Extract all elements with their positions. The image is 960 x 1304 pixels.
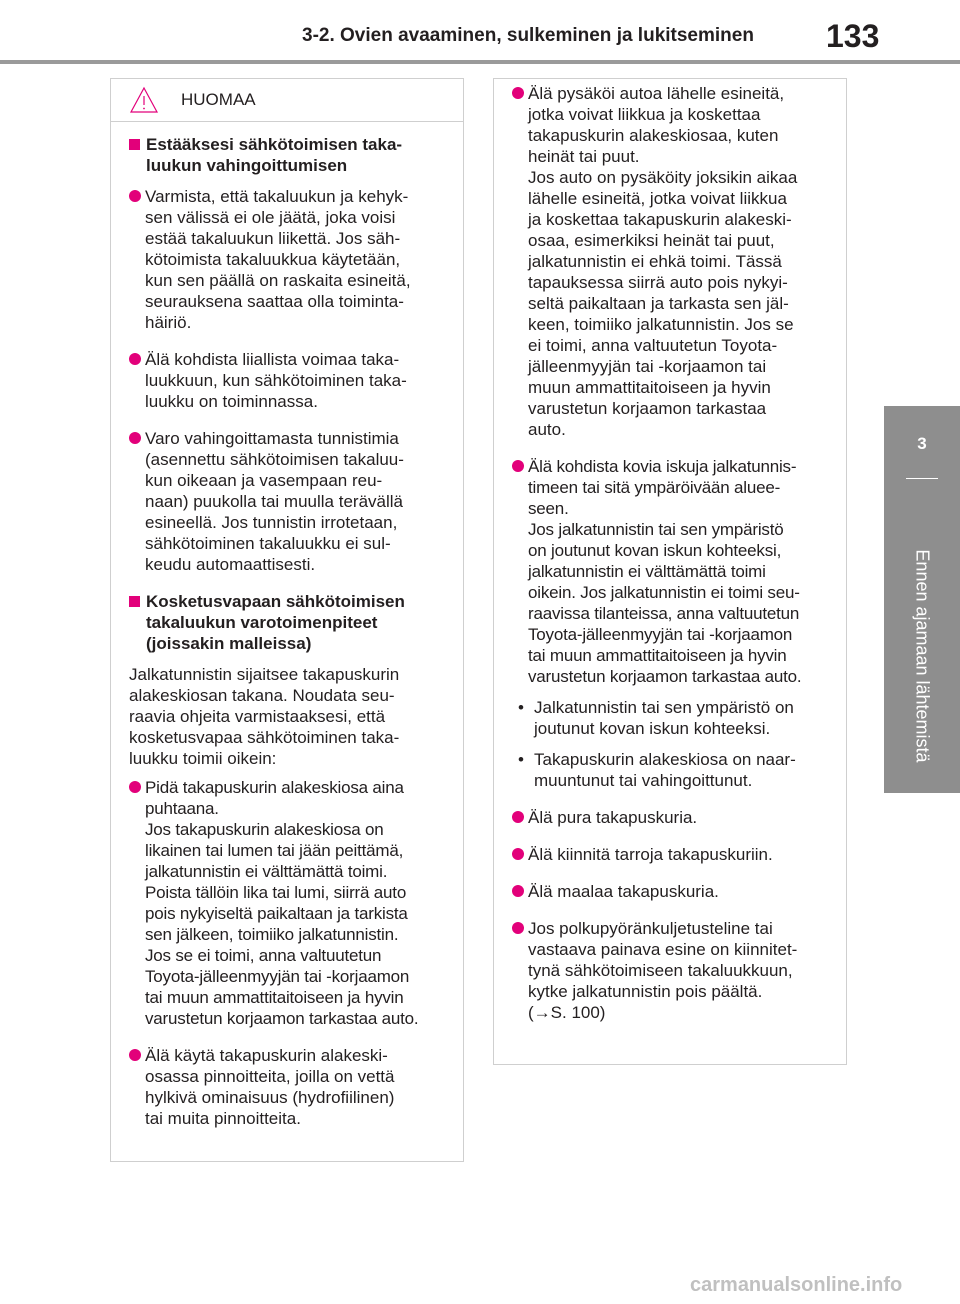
list-item <box>512 844 846 865</box>
circle-bullet-icon <box>512 848 524 860</box>
circle-bullet-icon <box>512 87 524 99</box>
circle-bullet-icon <box>512 811 524 823</box>
item-text: Jos polkupyöränkuljetusteline tai vastaava painava esine on kiinnitet- tynä sähkötoimiseen takaluukkuun, kytke jalkatunnistin pois päältä. (→S. 100) <box>528 919 798 1022</box>
bullet-item <box>512 697 846 739</box>
section-title: 3-2. Ovien avaaminen, sulkeminen ja lukitseminen <box>302 25 754 46</box>
header-divider <box>0 60 960 64</box>
square-bullet-icon <box>129 596 140 607</box>
dot-bullet-icon: • <box>518 698 524 717</box>
list-item <box>129 428 463 575</box>
chapter-tab <box>884 406 960 793</box>
list-item <box>129 1045 463 1129</box>
section-heading <box>129 134 463 176</box>
list-item <box>129 186 463 333</box>
watermark: carmanualsonline.info <box>690 1274 903 1296</box>
dot-bullet-icon: • <box>518 750 524 769</box>
circle-bullet-icon <box>512 885 524 897</box>
heading-text: Estääksesi sähkötoimisen taka- luukun vahingoittumisen <box>146 135 403 175</box>
circle-bullet-icon <box>129 781 141 793</box>
notice-box-right <box>493 78 847 1065</box>
item-text: Älä kohdista liiallista voimaa taka- luukkuun, kun sähkötoiminen taka- luukku on toiminnassa. <box>145 350 407 411</box>
list-item <box>129 349 463 412</box>
circle-bullet-icon <box>129 190 141 202</box>
chapter-label: Ennen ajamaan lähtemistä <box>912 549 933 763</box>
notice-box-left <box>110 78 464 1162</box>
chapter-number: 3 <box>917 434 927 453</box>
circle-bullet-icon <box>512 922 524 934</box>
list-item <box>129 777 463 1029</box>
item-text: Pidä takapuskurin alakeskiosa aina puhtaana. Jos takapuskurin alakeskiosa on likainen tai lumen tai jään peittämä, jalkatunnistin ei välttämättä toimi. Poista tällöin lika tai lumi, siirrä auto pois nykyiseltä paikaltaan ja tarkista sen jälkeen, toimiiko jalkatunnistin. Jos se ei toimi, anna valtuutetun Toyota-jälleenmyyjän tai -korjaamon tai muun ammattitaitoiseen ja hyvin varustetun korjaamon tarkastaa auto. <box>145 778 419 1028</box>
item-text: Älä käytä takapuskurin alakeski- osassa pinnoitteita, joilla on vettä hylkivä ominaisuus (hydrofiilinen) tai muita pinnoitteita. <box>145 1046 395 1128</box>
item-text: Jalkatunnistin tai sen ympäristö on joutunut kovan iskun kohteeksi. <box>534 698 794 738</box>
item-text: Älä kiinnitä tarroja takapuskuriin. <box>528 845 773 864</box>
heading-text: Kosketusvapaan sähkötoimisen takaluukun varotoimenpiteet (joissakin malleissa) <box>146 592 405 653</box>
item-text: Älä kohdista kovia iskuja jalkatunnis- timeen tai sitä ympäröivään aluee- seen. Jos jalkatunnistin tai sen ympäristö on joutunut kovan iskun kohteeksi, jalkatunnistin ei välttämättä toimi oikein. Jos jalkatunnistin ei toimi seu- raavissa tilanteissa, anna valtuutetun Toyota-jälleenmyyjän tai -korjaamon tai muun ammattitaitoiseen ja hyvin varustetun korjaamon tarkastaa auto. <box>528 457 802 686</box>
circle-bullet-icon <box>512 460 524 472</box>
list-item <box>512 807 846 828</box>
bullet-item <box>512 749 846 791</box>
square-bullet-icon <box>129 139 140 150</box>
item-text: Varo vahingoittamasta tunnistimia (asennettu sähkötoimisen takaluu- kun oikeaan ja vasempaan reu- naan) puukolla tai muulla terävällä esineellä. Jos tunnistin irrotetaan, sähkötoiminen takaluukku ei sul- keudu automaattisesti. <box>145 429 404 574</box>
item-text: Takapuskurin alakeskiosa on naar- muuntunut tai vahingoittunut. <box>534 750 796 790</box>
circle-bullet-icon <box>129 1049 141 1061</box>
item-text: Älä maalaa takapuskuria. <box>528 882 719 901</box>
item-text: Älä pura takapuskuria. <box>528 808 698 827</box>
intro-paragraph: Jalkatunnistin sijaitsee takapuskurin alakeskiosan takana. Noudata seu- raavia ohjeita varmistaaksesi, että kosketusvapaa sähkötoiminen taka- luukku toimii oikein: <box>129 665 400 768</box>
item-text: Varmista, että takaluukun ja kehyk- sen välissä ei ole jäätä, joka voisi estää takaluukun liikettä. Jos säh- kötoimista takaluukkua käytetään, kun sen päällä on raskaita esineitä, seurauksena saattaa olla toiminta- häiriö. <box>145 187 411 332</box>
list-item <box>512 456 846 687</box>
section-heading <box>129 591 463 654</box>
notice-title: HUOMAA <box>181 90 256 109</box>
circle-bullet-icon <box>129 432 141 444</box>
list-item <box>512 83 846 440</box>
circle-bullet-icon <box>129 353 141 365</box>
warning-triangle-icon <box>129 85 159 115</box>
notice-header <box>111 79 463 122</box>
page-number: 133 <box>826 18 880 54</box>
item-text: Älä pysäköi autoa lähelle esineitä, jotka voivat liikkua ja koskettaa takapuskurin alakeskiosaa, kuten heinät tai puut. Jos auto on pysäköity joksikin aikaa lähelle esineitä, jotka voivat liikkua ja koskettaa takapuskurin alakeski- osaa, esimerkiksi heinät tai puut, jalkatunnistin ei ehkä toimi. Tässä tapauksessa siirrä auto pois nykyi- seltä paikaltaan ja tarkasta sen jäl- keen, toimiiko jalkatunnistin. Jos se ei toimi, anna valtuutetun Toyota- jälleenmyyjän tai -korjaamon tai muun ammattitaitoiseen ja hyvin varustetun korjaamon tarkastaa auto. <box>528 84 798 439</box>
list-item <box>512 881 846 902</box>
list-item <box>512 918 846 1023</box>
chapter-tab-divider <box>906 478 938 479</box>
